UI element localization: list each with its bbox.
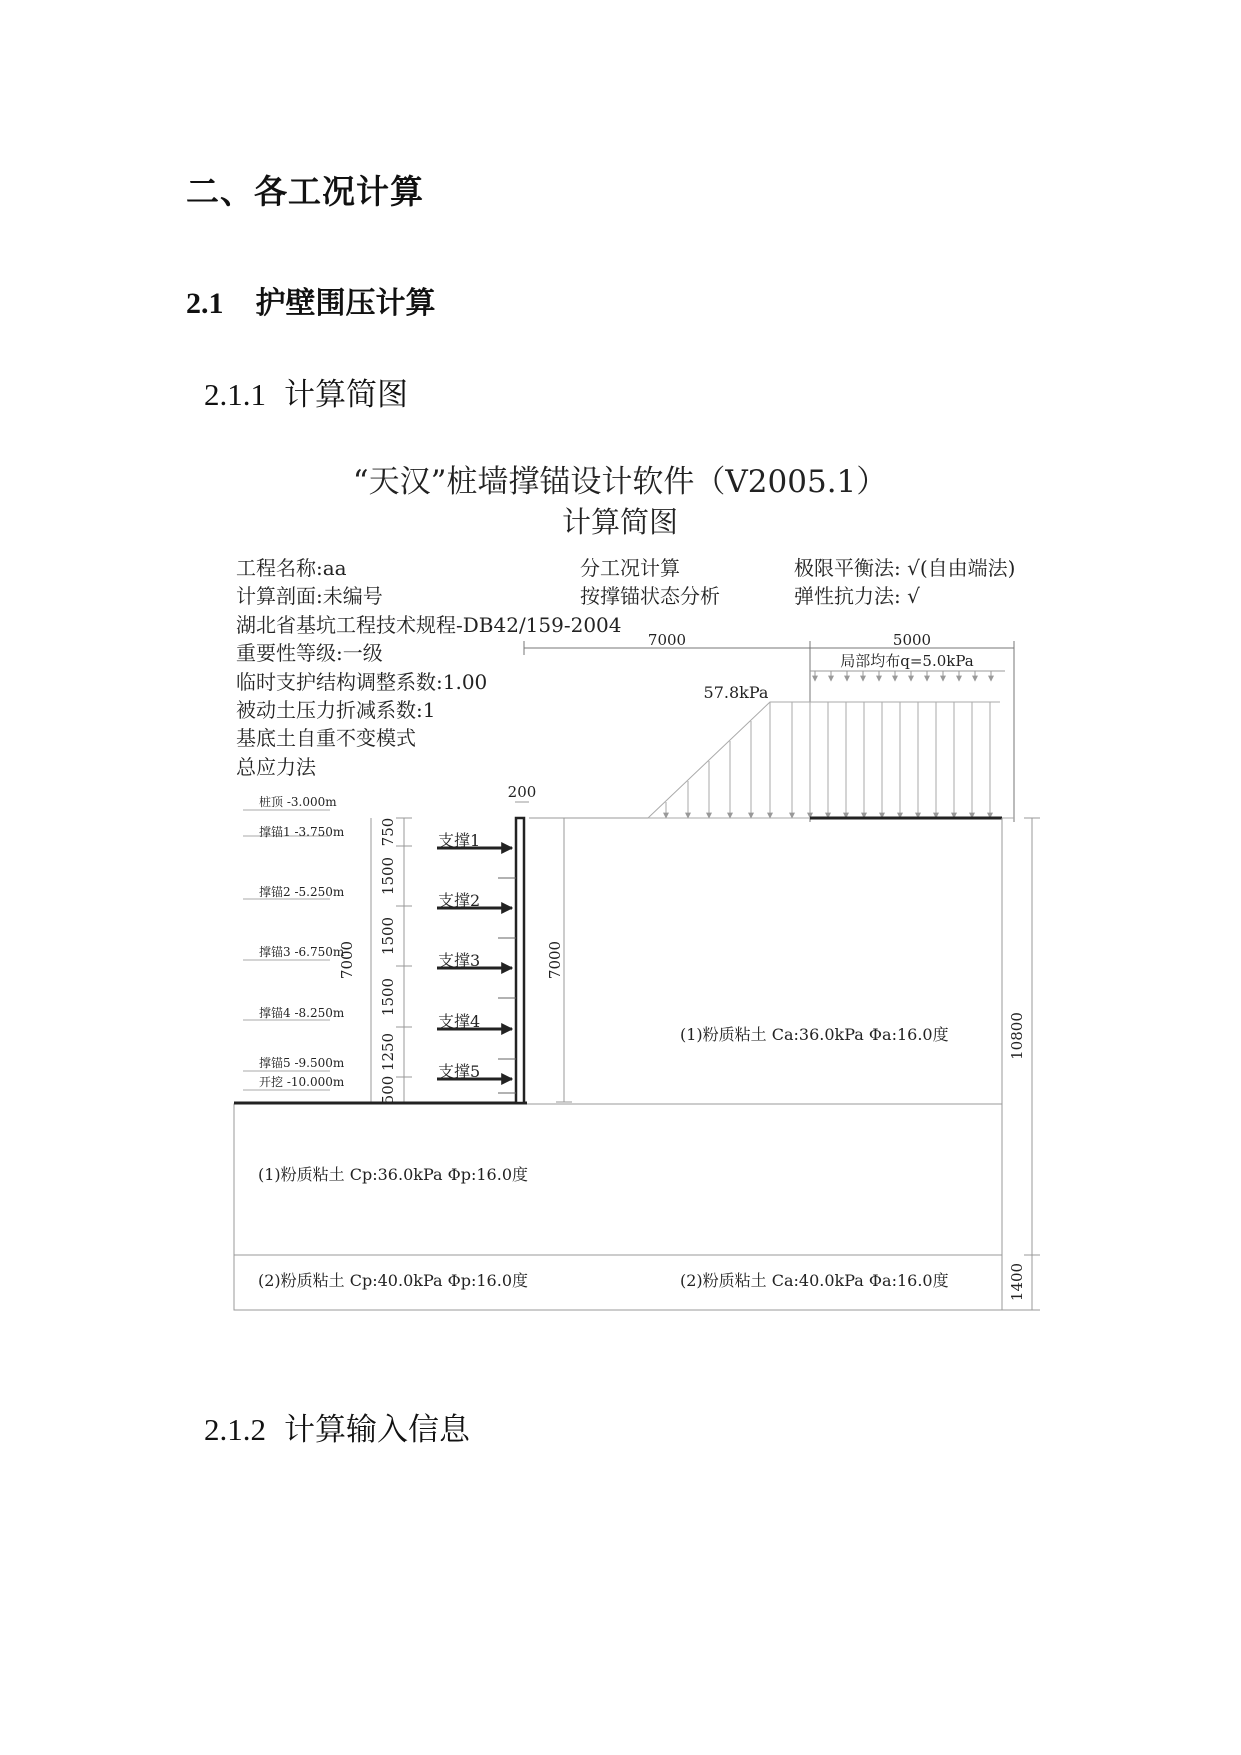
pile-wall: [516, 818, 524, 1103]
subsection-number: 2.1: [186, 287, 224, 320]
info-project-name: 工程名称:aa: [236, 556, 347, 580]
heading-title: 计算简图: [284, 377, 408, 413]
dim-depth-10800: 10800: [1008, 1012, 1026, 1060]
dim-1500-a: 1500: [379, 856, 397, 896]
dim-right-total: 7000: [546, 940, 564, 980]
dim-1500-b: 1500: [379, 916, 397, 956]
level-anchor-3: 撑锚3 -6.750m: [259, 945, 345, 959]
surcharge-arrows: [810, 671, 1005, 681]
dim-1500-c: 1500: [379, 977, 397, 1017]
info-section: 计算剖面:未编号: [236, 584, 383, 608]
info-mode: 基底土自重不变模式: [236, 726, 416, 750]
support-label-2: 支撑2: [438, 891, 481, 910]
subsection-title: 护壁围压计算: [255, 286, 436, 321]
soil-layer-2-active: (2)粉质粘土 Ca:40.0kPa Φa:16.0度: [680, 1271, 949, 1290]
surcharge-label: 局部均布q=5.0kPa: [840, 652, 974, 670]
heading-calc-input: [204, 1404, 470, 1449]
info-anchor-state: 按撑锚状态分析: [580, 584, 720, 608]
info-elastic: 弹性抗力法: √: [794, 584, 920, 608]
info-stage-calc: 分工况计算: [580, 556, 680, 580]
info-importance: 重要性等级:一级: [236, 641, 383, 665]
dim-left-total: 7000: [338, 940, 356, 980]
heading-title-2: 计算输入信息: [284, 1412, 470, 1448]
dim-1250: 1250: [379, 1032, 397, 1072]
support-label-5: 支撑5: [438, 1062, 481, 1081]
dim-500: 500: [379, 1075, 397, 1105]
dim-depth-1400: 1400: [1008, 1262, 1026, 1302]
info-method: 总应力法: [236, 755, 316, 779]
info-limit-eq: 极限平衡法: √(自由端法): [794, 556, 1016, 580]
support-label-4: 支撑4: [438, 1012, 481, 1031]
dim-750: 750: [379, 817, 397, 847]
soil-layer-1-passive: (1)粉质粘土 Cp:36.0kPa Φp:16.0度: [258, 1165, 528, 1184]
soil-layer-2-passive: (2)粉质粘土 Cp:40.0kPa Φp:16.0度: [258, 1271, 528, 1290]
level-anchor-4: 撑锚4 -8.250m: [259, 1006, 345, 1020]
pressure-label: 57.8kPa: [703, 683, 769, 702]
level-anchor-5: 撑锚5 -9.500m: [259, 1056, 345, 1070]
info-adjust-coef: 临时支护结构调整系数:1.00: [236, 670, 488, 694]
info-code: 湖北省基坑工程技术规程-DB42/159-2004: [236, 613, 622, 637]
soil-layer-1-active: (1)粉质粘土 Ca:36.0kPa Φa:16.0度: [680, 1025, 949, 1044]
pressure-diagram: [648, 702, 1014, 818]
pile-width-label: 200: [507, 783, 537, 801]
level-pile-top: 桩顶 -3.000m: [259, 795, 337, 809]
section-heading: 二、各工况计算: [186, 172, 424, 211]
dim-7000-top: 7000: [647, 631, 687, 649]
dim-5000-top: 5000: [892, 631, 932, 649]
diagram-title: “天汉”桩墙撑锚设计软件（V2005.1）: [352, 464, 888, 500]
support-label-3: 支撑3: [438, 951, 481, 970]
heading-number: 2.1.1: [204, 377, 266, 412]
level-anchor-1: 撑锚1 -3.750m: [259, 825, 345, 839]
heading-number-2: 2.1.2: [204, 1412, 266, 1447]
info-reduction-coef: 被动土压力折减系数:1: [236, 698, 436, 722]
level-excavation: 开挖 -10.000m: [259, 1075, 345, 1089]
support-label-1: 支撑1: [438, 831, 481, 850]
level-anchor-2: 撑锚2 -5.250m: [259, 885, 345, 899]
diagram-subtitle: 计算简图: [561, 505, 679, 539]
